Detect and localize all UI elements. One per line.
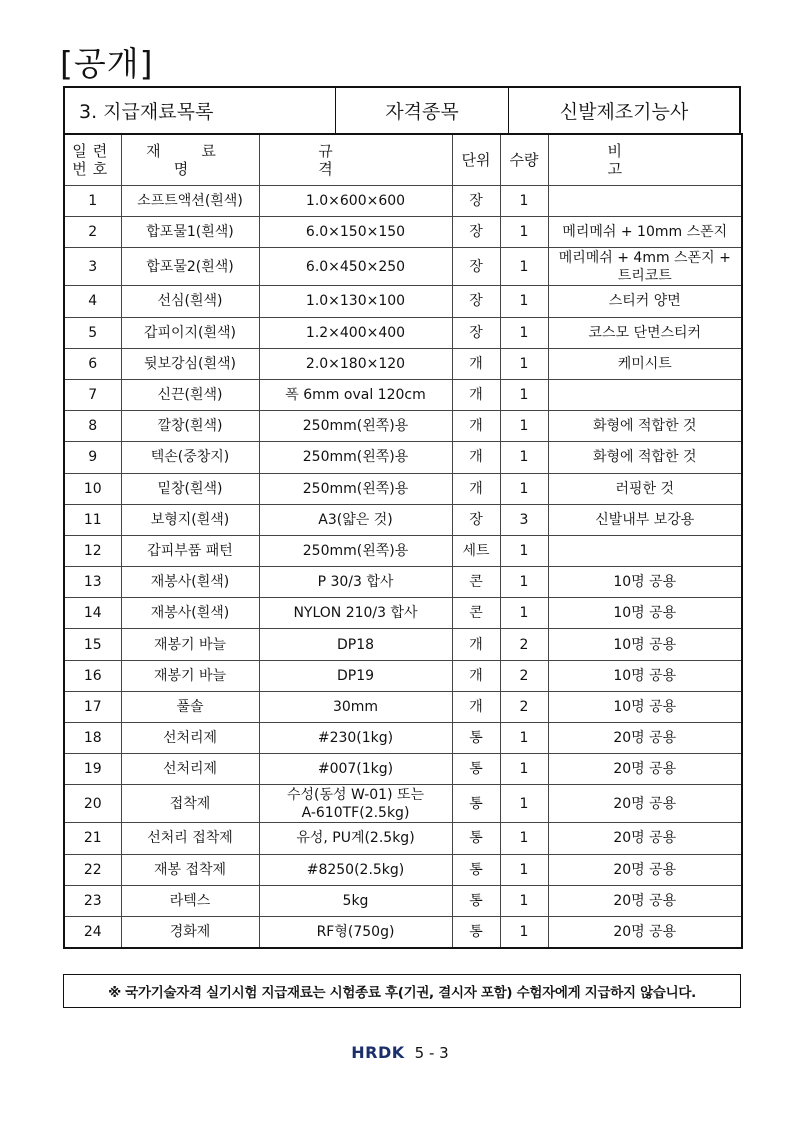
hrdk-logo: HRDK bbox=[351, 1043, 405, 1062]
cell-name: 깔창(흰색) bbox=[121, 411, 259, 442]
cell-qty: 1 bbox=[500, 286, 548, 317]
cell-name: 재봉기 바늘 bbox=[121, 629, 259, 660]
cell-spec: 수성(동성 W-01) 또는 A-610TF(2.5kg) bbox=[259, 785, 452, 823]
section-header bbox=[63, 86, 741, 134]
cell-remark bbox=[548, 535, 742, 566]
cell-spec: #8250(2.5kg) bbox=[259, 854, 452, 885]
table-row bbox=[64, 286, 742, 317]
cell-qty: 1 bbox=[500, 916, 548, 947]
cell-no: 7 bbox=[64, 379, 121, 410]
table-row bbox=[64, 535, 742, 566]
table-row bbox=[64, 785, 742, 823]
cell-name: 갑피이지(흰색) bbox=[121, 317, 259, 348]
cell-no: 9 bbox=[64, 442, 121, 473]
cell-no: 2 bbox=[64, 217, 121, 248]
cell-qty: 1 bbox=[500, 823, 548, 854]
cell-spec: 2.0×180×120 bbox=[259, 348, 452, 379]
col-spec: 규 격 bbox=[259, 134, 452, 186]
cell-remark: 화형에 적합한 것 bbox=[548, 442, 742, 473]
cell-unit: 장 bbox=[452, 504, 500, 535]
cell-remark: 20명 공용 bbox=[548, 916, 742, 947]
cell-unit: 개 bbox=[452, 411, 500, 442]
cell-qty: 1 bbox=[500, 598, 548, 629]
col-qty: 수량 bbox=[500, 134, 548, 186]
cell-no: 12 bbox=[64, 535, 121, 566]
cell-spec: 1.0×600×600 bbox=[259, 186, 452, 217]
notice-box: ※ 국가기술자격 실기시험 지급재료는 시험종료 후(기권, 결시자 포함) 수험자에게 지급하지 않습니다. bbox=[63, 974, 741, 1008]
cell-no: 24 bbox=[64, 916, 121, 947]
table-row bbox=[64, 411, 742, 442]
table-row bbox=[64, 248, 742, 286]
cell-name: 풀솔 bbox=[121, 691, 259, 722]
cell-no: 16 bbox=[64, 660, 121, 691]
col-remark: 비 고 bbox=[548, 134, 742, 186]
cell-remark: 케미시트 bbox=[548, 348, 742, 379]
cell-remark: 화형에 적합한 것 bbox=[548, 411, 742, 442]
cell-remark: 10명 공용 bbox=[548, 660, 742, 691]
cell-unit: 콘 bbox=[452, 567, 500, 598]
cell-spec: 250mm(왼쪽)용 bbox=[259, 442, 452, 473]
cell-qty: 1 bbox=[500, 442, 548, 473]
cell-remark: 메리메쉬 + 10mm 스폰지 bbox=[548, 217, 742, 248]
cell-qty: 1 bbox=[500, 473, 548, 504]
cell-remark bbox=[548, 186, 742, 217]
table-row bbox=[64, 660, 742, 691]
cell-remark: 20명 공용 bbox=[548, 754, 742, 785]
cell-spec: NYLON 210/3 합사 bbox=[259, 598, 452, 629]
cell-name: 뒷보강심(흰색) bbox=[121, 348, 259, 379]
cell-qty: 1 bbox=[500, 379, 548, 410]
table-row bbox=[64, 379, 742, 410]
cell-no: 15 bbox=[64, 629, 121, 660]
table-row bbox=[64, 754, 742, 785]
cell-qty: 1 bbox=[500, 317, 548, 348]
cell-no: 11 bbox=[64, 504, 121, 535]
table-row bbox=[64, 348, 742, 379]
cell-name: 선처리 접착제 bbox=[121, 823, 259, 854]
cell-no: 20 bbox=[64, 785, 121, 823]
cell-name: 라텍스 bbox=[121, 885, 259, 916]
cell-unit: 개 bbox=[452, 629, 500, 660]
cell-spec: RF형(750g) bbox=[259, 916, 452, 947]
table-row bbox=[64, 598, 742, 629]
cell-unit: 콘 bbox=[452, 598, 500, 629]
col-unit: 단위 bbox=[452, 134, 500, 186]
cell-unit: 통 bbox=[452, 785, 500, 823]
table-row bbox=[64, 723, 742, 754]
cell-qty: 1 bbox=[500, 186, 548, 217]
cell-unit: 개 bbox=[452, 473, 500, 504]
cell-qty: 1 bbox=[500, 348, 548, 379]
cell-spec: 250mm(왼쪽)용 bbox=[259, 411, 452, 442]
table-row bbox=[64, 217, 742, 248]
cell-unit: 개 bbox=[452, 660, 500, 691]
cell-unit: 장 bbox=[452, 248, 500, 286]
cell-spec: P 30/3 합사 bbox=[259, 567, 452, 598]
table-row bbox=[64, 504, 742, 535]
cell-spec: 250mm(왼쪽)용 bbox=[259, 473, 452, 504]
cell-unit: 장 bbox=[452, 317, 500, 348]
table-row bbox=[64, 854, 742, 885]
cell-spec: #230(1kg) bbox=[259, 723, 452, 754]
public-stamp: [공개] bbox=[60, 44, 154, 83]
cell-unit: 장 bbox=[452, 217, 500, 248]
cell-qty: 1 bbox=[500, 411, 548, 442]
col-no: 일련 번호 bbox=[64, 134, 121, 186]
cell-no: 6 bbox=[64, 348, 121, 379]
table-row bbox=[64, 317, 742, 348]
cell-name: 접착제 bbox=[121, 785, 259, 823]
cell-unit: 통 bbox=[452, 854, 500, 885]
cell-remark: 20명 공용 bbox=[548, 854, 742, 885]
cell-no: 14 bbox=[64, 598, 121, 629]
cell-name: 텍손(중창지) bbox=[121, 442, 259, 473]
materials-table bbox=[63, 133, 743, 949]
cell-name: 밑창(흰색) bbox=[121, 473, 259, 504]
cell-unit: 장 bbox=[452, 286, 500, 317]
cell-unit: 통 bbox=[452, 916, 500, 947]
cell-unit: 통 bbox=[452, 723, 500, 754]
cell-spec: 5kg bbox=[259, 885, 452, 916]
cell-no: 21 bbox=[64, 823, 121, 854]
cell-unit: 통 bbox=[452, 823, 500, 854]
cell-no: 13 bbox=[64, 567, 121, 598]
cell-no: 18 bbox=[64, 723, 121, 754]
cell-no: 17 bbox=[64, 691, 121, 722]
cell-name: 재봉기 바늘 bbox=[121, 660, 259, 691]
cell-remark: 20명 공용 bbox=[548, 885, 742, 916]
cell-name: 보형지(흰색) bbox=[121, 504, 259, 535]
cell-qty: 1 bbox=[500, 754, 548, 785]
cell-spec: 폭 6mm oval 120cm bbox=[259, 379, 452, 410]
cell-unit: 개 bbox=[452, 348, 500, 379]
table-row bbox=[64, 567, 742, 598]
cell-no: 22 bbox=[64, 854, 121, 885]
cell-spec: 1.0×130×100 bbox=[259, 286, 452, 317]
cell-qty: 1 bbox=[500, 723, 548, 754]
cell-qty: 1 bbox=[500, 854, 548, 885]
cell-spec: 6.0×450×250 bbox=[259, 248, 452, 286]
cell-unit: 장 bbox=[452, 186, 500, 217]
cell-qty: 1 bbox=[500, 248, 548, 286]
table-row bbox=[64, 473, 742, 504]
cell-remark: 신발내부 보강용 bbox=[548, 504, 742, 535]
cell-spec: #007(1kg) bbox=[259, 754, 452, 785]
cell-spec: 250mm(왼쪽)용 bbox=[259, 535, 452, 566]
cell-no: 4 bbox=[64, 286, 121, 317]
cell-remark: 코스모 단면스티커 bbox=[548, 317, 742, 348]
cell-qty: 1 bbox=[500, 785, 548, 823]
table-header-row bbox=[64, 134, 742, 186]
cell-spec: DP18 bbox=[259, 629, 452, 660]
qualification-value: 신발제조기능사 bbox=[508, 88, 739, 133]
cell-name: 재봉사(흰색) bbox=[121, 567, 259, 598]
table-row bbox=[64, 186, 742, 217]
cell-no: 23 bbox=[64, 885, 121, 916]
cell-unit: 개 bbox=[452, 691, 500, 722]
cell-spec: DP19 bbox=[259, 660, 452, 691]
cell-no: 8 bbox=[64, 411, 121, 442]
cell-qty: 1 bbox=[500, 885, 548, 916]
cell-spec: A3(얇은 것) bbox=[259, 504, 452, 535]
cell-name: 선처리제 bbox=[121, 754, 259, 785]
cell-name: 재봉 접착제 bbox=[121, 854, 259, 885]
cell-qty: 2 bbox=[500, 629, 548, 660]
table-row bbox=[64, 442, 742, 473]
table-row bbox=[64, 629, 742, 660]
table-row bbox=[64, 691, 742, 722]
cell-name: 갑피부품 패턴 bbox=[121, 535, 259, 566]
cell-remark bbox=[548, 379, 742, 410]
table-row bbox=[64, 823, 742, 854]
cell-unit: 통 bbox=[452, 885, 500, 916]
cell-unit: 세트 bbox=[452, 535, 500, 566]
cell-remark: 메리메쉬 + 4mm 스폰지 + 트리코트 bbox=[548, 248, 742, 286]
cell-no: 1 bbox=[64, 186, 121, 217]
cell-remark: 10명 공용 bbox=[548, 567, 742, 598]
table-row bbox=[64, 885, 742, 916]
cell-unit: 통 bbox=[452, 754, 500, 785]
cell-unit: 개 bbox=[452, 379, 500, 410]
cell-spec: 30mm bbox=[259, 691, 452, 722]
col-name: 재 료 명 bbox=[121, 134, 259, 186]
cell-name: 소프트액션(흰색) bbox=[121, 186, 259, 217]
table-row bbox=[64, 916, 742, 947]
cell-name: 선처리제 bbox=[121, 723, 259, 754]
cell-spec: 유성, PU계(2.5kg) bbox=[259, 823, 452, 854]
cell-unit: 개 bbox=[452, 442, 500, 473]
cell-name: 경화제 bbox=[121, 916, 259, 947]
page-footer bbox=[0, 1043, 800, 1062]
cell-qty: 3 bbox=[500, 504, 548, 535]
cell-no: 5 bbox=[64, 317, 121, 348]
cell-name: 재봉사(흰색) bbox=[121, 598, 259, 629]
section-title: 3. 지급재료목록 bbox=[79, 101, 214, 123]
cell-qty: 1 bbox=[500, 217, 548, 248]
cell-remark: 20명 공용 bbox=[548, 723, 742, 754]
cell-name: 신끈(흰색) bbox=[121, 379, 259, 410]
cell-spec: 1.2×400×400 bbox=[259, 317, 452, 348]
cell-no: 3 bbox=[64, 248, 121, 286]
cell-qty: 2 bbox=[500, 691, 548, 722]
cell-remark: 10명 공용 bbox=[548, 629, 742, 660]
cell-remark: 10명 공용 bbox=[548, 691, 742, 722]
cell-name: 합포물2(흰색) bbox=[121, 248, 259, 286]
cell-name: 선심(흰색) bbox=[121, 286, 259, 317]
cell-remark: 스티커 양면 bbox=[548, 286, 742, 317]
cell-remark: 러핑한 것 bbox=[548, 473, 742, 504]
cell-spec: 6.0×150×150 bbox=[259, 217, 452, 248]
cell-no: 19 bbox=[64, 754, 121, 785]
cell-remark: 20명 공용 bbox=[548, 823, 742, 854]
cell-qty: 2 bbox=[500, 660, 548, 691]
cell-remark: 20명 공용 bbox=[548, 785, 742, 823]
qualification-label: 자격종목 bbox=[335, 88, 508, 133]
cell-qty: 1 bbox=[500, 567, 548, 598]
cell-remark: 10명 공용 bbox=[548, 598, 742, 629]
cell-no: 10 bbox=[64, 473, 121, 504]
cell-name: 합포물1(흰색) bbox=[121, 217, 259, 248]
cell-qty: 1 bbox=[500, 535, 548, 566]
page-number: 5 - 3 bbox=[414, 1044, 449, 1062]
